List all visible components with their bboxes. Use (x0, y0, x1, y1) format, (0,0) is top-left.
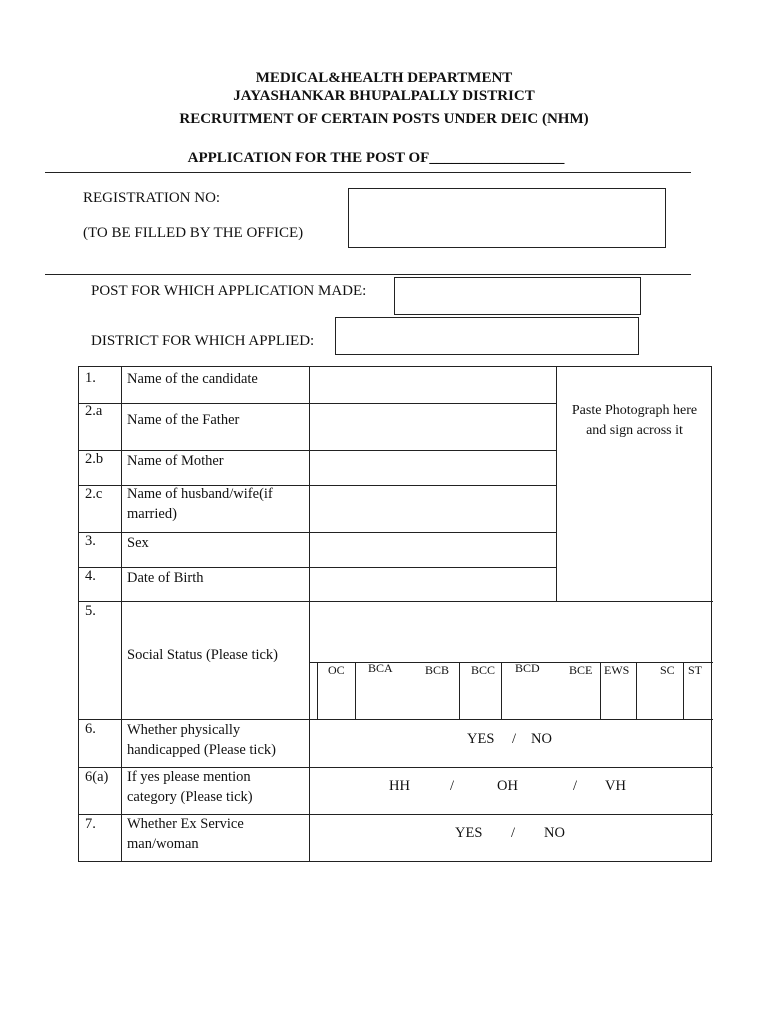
category-bca[interactable]: BCA (368, 661, 393, 675)
row-number: 1. (85, 370, 96, 386)
row-number: 5. (85, 603, 96, 619)
option-separator: / (450, 778, 455, 794)
mother-name-field[interactable] (310, 451, 555, 484)
row-number: 6. (85, 721, 96, 737)
district-applied-field[interactable] (335, 317, 639, 355)
photo-area[interactable] (557, 368, 712, 600)
dob-field[interactable] (310, 568, 555, 600)
row-label-candidate-name: Name of the candidate (127, 371, 258, 387)
row-label-sex: Sex (127, 535, 149, 551)
category-oh-option[interactable]: OH (497, 778, 518, 794)
candidate-details-table (78, 366, 712, 862)
category-bcb[interactable]: BCB (425, 663, 450, 677)
category-hh-option[interactable]: HH (389, 778, 410, 794)
category-bcd[interactable]: BCD (515, 661, 540, 675)
row-number: 2.a (85, 403, 103, 419)
registration-note: (TO BE FILLED BY THE OFFICE) (83, 225, 304, 241)
row-number: 4. (85, 568, 96, 584)
sex-field[interactable] (310, 533, 555, 566)
row-label-social-status: Social Status (Please tick) (127, 647, 279, 663)
category-st[interactable]: ST (688, 663, 703, 677)
row-label-ex-service: Whether Ex Service man/woman (127, 816, 244, 852)
option-separator: / (573, 778, 578, 794)
option-separator: / (511, 825, 516, 841)
row-number: 3. (85, 533, 96, 549)
row-label-mother-name: Name of Mother (127, 453, 224, 469)
row-number: 2.b (85, 451, 104, 467)
photo-instruction-line2: and sign across it (586, 423, 683, 438)
category-vh-option[interactable]: VH (605, 778, 626, 794)
category-oc[interactable]: OC (328, 663, 345, 677)
recruitment-title: RECRUITMENT OF CERTAIN POSTS UNDER DEIC (NHM) (179, 111, 589, 127)
handicapped-no-option[interactable]: NO (531, 731, 552, 747)
ex-service-yes-option[interactable]: YES (455, 825, 483, 841)
row-number: 2.c (85, 486, 103, 502)
spouse-name-field[interactable] (310, 486, 555, 531)
application-post-title: APPLICATION FOR THE POST OF__________________ (187, 150, 565, 166)
district-applied-label: DISTRICT FOR WHICH APPLIED: (91, 333, 315, 349)
option-separator: / (512, 731, 517, 747)
department-title: MEDICAL&HEALTH DEPARTMENT (255, 70, 513, 86)
header-divider (45, 172, 691, 173)
category-bce[interactable]: BCE (569, 663, 593, 677)
post-applied-label: POST FOR WHICH APPLICATION MADE: (91, 283, 367, 299)
handicapped-yes-option[interactable]: YES (467, 731, 495, 747)
ex-service-no-option[interactable]: NO (544, 825, 565, 841)
row-label-father-name: Name of the Father (127, 412, 240, 428)
registration-divider (45, 274, 691, 275)
registration-label: REGISTRATION NO: (83, 190, 221, 206)
row-label-physically-handicapped: Whether physically handicapped (Please tick) (127, 722, 276, 758)
category-bcc[interactable]: BCC (471, 663, 496, 677)
row-number: 6(a) (85, 769, 109, 785)
category-ews[interactable]: EWS (604, 663, 630, 677)
photo-instruction-line1: Paste Photograph here (571, 403, 698, 418)
row-number: 7. (85, 816, 96, 832)
registration-number-field[interactable] (348, 188, 666, 248)
category-sc[interactable]: SC (660, 663, 675, 677)
district-title: JAYASHANKAR BHUPALPALLY DISTRICT (233, 88, 535, 104)
candidate-name-field[interactable] (310, 368, 555, 402)
post-applied-field[interactable] (394, 277, 641, 315)
row-label-handicap-category: If yes please mention category (Please tick) (127, 769, 253, 805)
row-label-dob: Date of Birth (127, 570, 204, 586)
row-label-spouse-name: Name of husband/wife(if married) (127, 486, 273, 522)
father-name-field[interactable] (310, 404, 555, 449)
